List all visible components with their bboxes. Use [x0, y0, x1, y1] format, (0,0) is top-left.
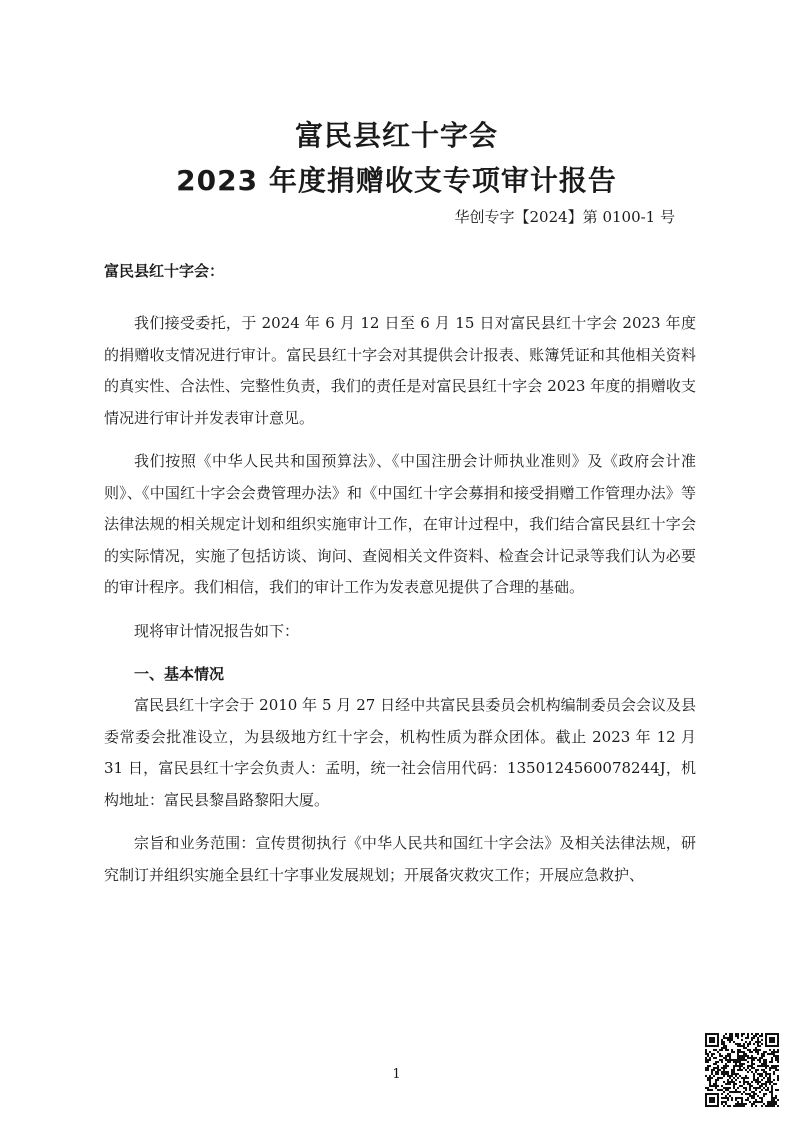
paragraph-engagement: 我们接受委托，于 2024 年 6 月 12 日至 6 月 15 日对富民县红十字会 2023 年度的捐赠收支情况进行审计。富民县红十字会对其提供会计报表、账簿凭证和其他相关资料的真实性、合法性、完整性负责，我们的责任是对富民县红十字会 2023 年度的捐赠收支情况进行审计并发表审计意见。 — [104, 314, 696, 427]
page-number: 1 — [392, 1067, 401, 1082]
paragraph-report-intro: 现将审计情况报告如下： — [134, 621, 300, 640]
addressee: 富民县红十字会： — [104, 262, 225, 280]
section-heading-basic-info: 一、基本情况 — [134, 665, 225, 683]
paragraph-audit-basis: 我们按照《中华人民共和国预算法》、《中国注册会计师执业准则》及《政府会计准则》、《中国红十字会会费管理办法》和《中国红十字会募捐和接受捐赠工作管理办法》等法律法规的相关规定计划和组织实施审计工作，在审计过程中，我们结合富民县红十字会的实际情况，实施了包括访谈、询问、查阅相关文件资料、检查会计记录等我们认为必要的审计程序。我们相信，我们的审计工作为发表意见提供了合理的基础。 — [104, 452, 696, 596]
paragraph-basic-info: 富民县红十字会于 2010 年 5 月 27 日经中共富民县委员会机构编制委员会会议及县委常委会批准设立，为县级地方红十字会，机构性质为群众团体。截止 2023 年 12 月 31 日，富民县红十字会负责人：孟明，统一社会信用代码：1350124560078244J，机构地址：富民县黎昌路黎阳大厦。 — [104, 696, 696, 809]
qr-code-icon — [705, 1033, 779, 1107]
report-body — [104, 308, 696, 903]
document-number: 华创专字【2024】第 0100-1 号 — [454, 208, 675, 226]
report-title-line-1: 富民县红十字会 — [294, 119, 498, 152]
paragraph-purpose-scope: 宗旨和业务范围：宣传贯彻执行《中华人民共和国红十字会法》及相关法律法规，研究制订并组织实施全县红十字事业发展规划；开展备灾救灾工作；开展应急救护、 — [104, 834, 696, 884]
report-title-line-2: 2023 年度捐赠收支专项审计报告 — [176, 164, 617, 197]
